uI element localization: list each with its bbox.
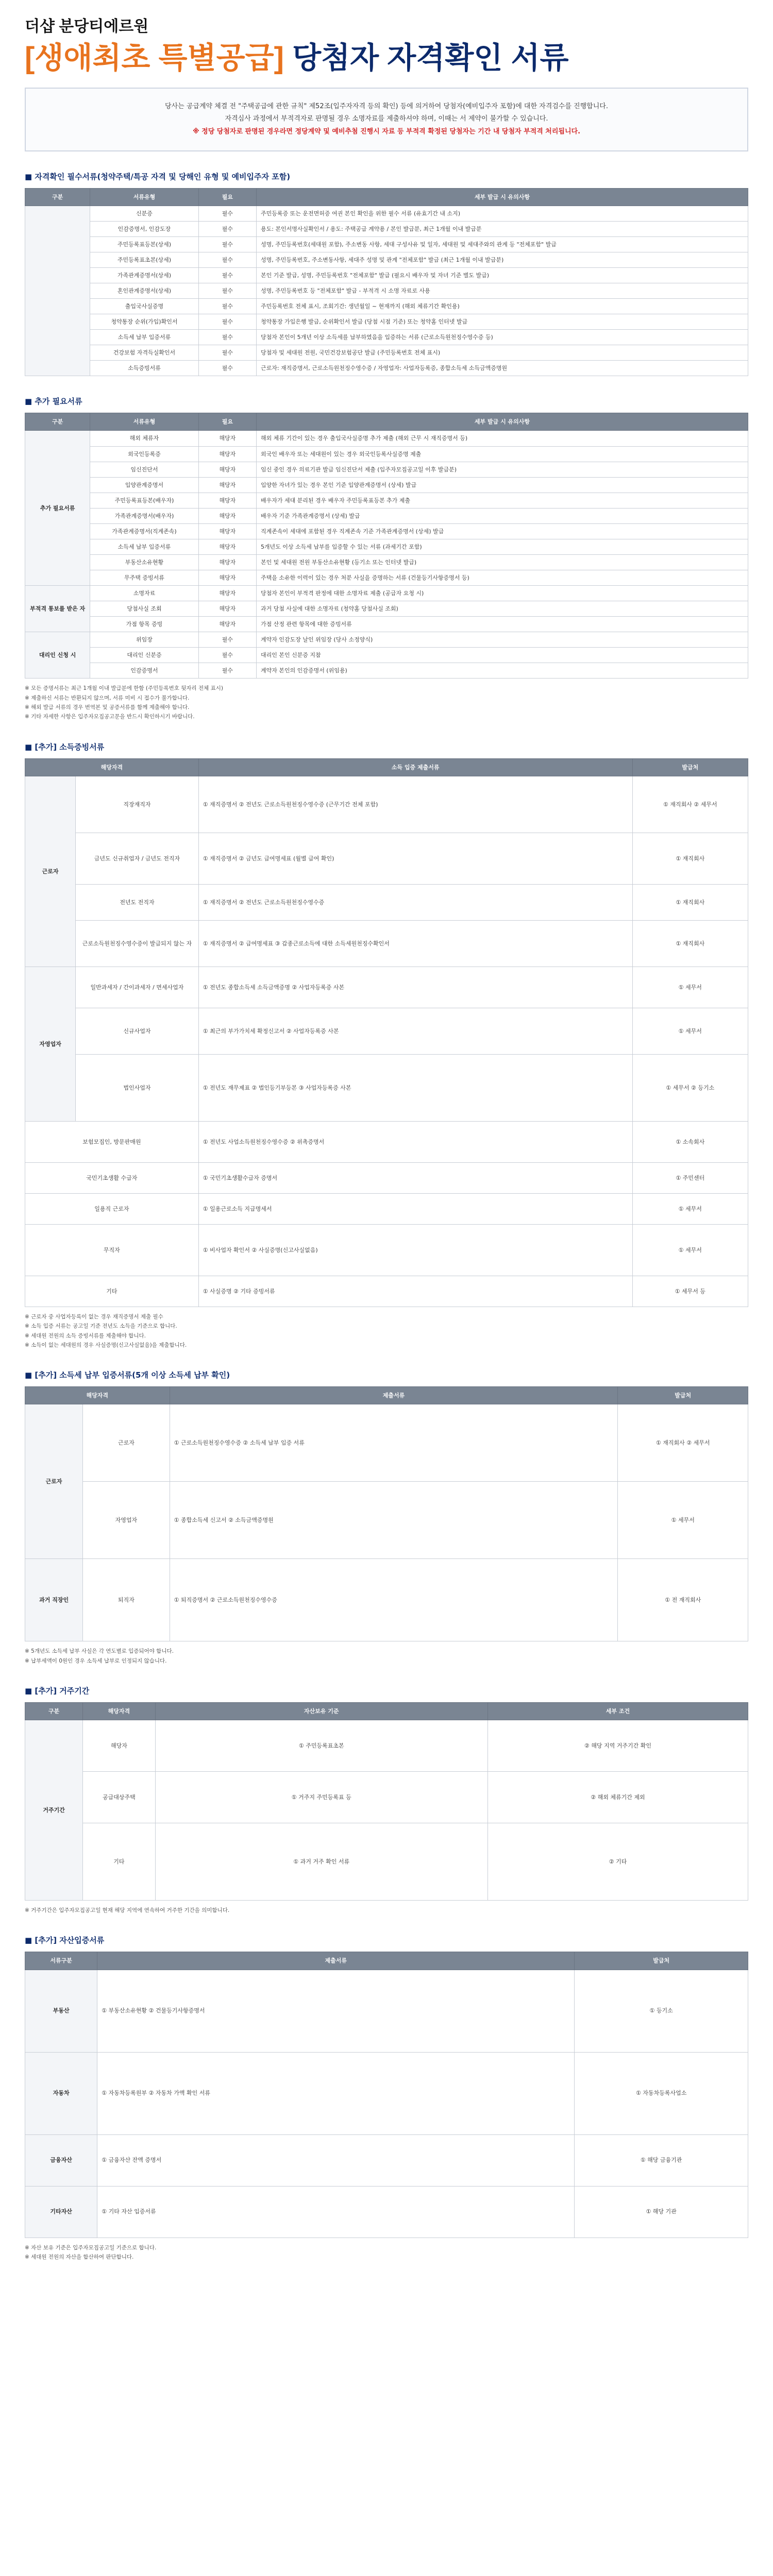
table-cell: ① 전년도 사업소득원천징수영수증 ② 위촉증명서 [198,1121,632,1162]
table-cell: ① 재직회사 ② 세무서 [632,776,748,833]
table-cell: 가족관계증명서(배우자) [90,508,198,523]
table-cell: 소명자료 [90,585,198,601]
table-cell: 필수 [198,330,256,345]
table-cell: ① 주민등록표초본 [155,1720,488,1772]
table-cell: ① 소속회사 [632,1121,748,1162]
table-header: 서류유형 [90,188,198,206]
intro-line: ※ 정당 당첨자로 판명된 경우라면 정당계약 및 예비추첨 진행시 자료 등 부적격 확정된 당첨자는 기간 내 당첨자 부적격 처리됩니다. [192,128,581,136]
table-header: 제출서류 [97,1952,575,1970]
table-row [25,539,748,554]
table-cell: ① 세무서 등 [632,1276,748,1307]
table-header: 발급처 [575,1952,748,1970]
table-cell: ① 전년도 종합소득세 소득금액증명 ② 사업자등록증 사본 [198,967,632,1008]
section-title: ■ [추가] 거주기간 [25,1686,90,1696]
table-header: 발급처 [618,1387,748,1404]
table-row [25,1054,748,1121]
tax-docs-table [25,1386,748,1641]
table-cell: 필수 [198,299,256,314]
table-row [25,663,748,679]
section-title: ■ [추가] 자산입증서류 [25,1936,105,1945]
section-notes [25,684,748,722]
note-line: ※ 해외 발급 서류의 경우 번역본 및 공증서류를 함께 제출해야 합니다. [25,704,190,710]
table-cell: ① 일용근로소득 지급명세서 [198,1193,632,1224]
table-row [25,477,748,493]
section-required-docs [0,171,773,377]
table-row [25,1482,748,1559]
table-header: 서류구분 [25,1952,97,1970]
table-cell: 과거 직장인 [25,1559,83,1641]
table-cell: 당첨자 본인이 5개년 이상 소득세를 납부하였음을 입증하는 서류 (근로소득원천징수영수증 등) [256,330,748,345]
table-cell: 과거 당첨 사실에 대한 소명자료 (청약홈 당첨사실 조회) [256,601,748,616]
table-header: 해당자격 [25,758,199,776]
table-header: 소득 입증 제출서류 [198,758,632,776]
table-cell: 해당자 [198,446,256,462]
table-cell: 신규사업자 [76,1008,199,1054]
table-row [25,206,748,221]
table-row [25,1559,748,1641]
section-notes [25,1647,748,1666]
note-line: ※ 제출하신 서류는 반환되지 않으며, 서류 미비 시 접수가 불가합니다. [25,694,190,701]
table-cell: ① 세무서 [632,1224,748,1276]
table-cell: 퇴직자 [83,1559,170,1641]
table-row [25,648,748,663]
table-cell: 필수 [198,663,256,679]
table-cell: 임신 중인 경우 의료기관 발급 임신진단서 제출 (입주자모집공고일 이후 발급분) [256,462,748,477]
table-cell: 국민기초생활 수급자 [25,1162,199,1193]
income-docs-table [25,758,748,1307]
table-header: 자산보유 기준 [155,1703,488,1720]
section-tax-docs [0,1369,773,1666]
table-cell: 필수 [198,314,256,330]
table-cell: ① 최근의 부가가치세 확정신고서 ② 사업자등록증 사본 [198,1008,632,1054]
table-cell: 대리인 신청 시 [25,632,90,679]
table-cell: 거주기간 [25,1720,83,1901]
table-row [25,1193,748,1224]
table-row [25,330,748,345]
table-cell: ① 세무서 ② 등기소 [632,1054,748,1121]
table-cell: ① 퇴직증명서 ② 근로소득원천징수영수증 [170,1559,618,1641]
table-cell: 계약자 인감도장 날인 위임장 (당사 소정양식) [256,632,748,648]
table-cell: 기타 [25,1276,199,1307]
table-cell: 법인사업자 [76,1054,199,1121]
table-row [25,2186,748,2238]
table-cell: ① 부동산소유현황 ② 건물등기사항증명서 [97,1970,575,2052]
table-cell: 당첨자 및 세대원 전원, 국민건강보험공단 발급 (주민등록번호 전체 표시) [256,345,748,361]
table-cell: 당첨사실 조회 [90,601,198,616]
note-line: ※ 모든 증명서류는 최근 1개월 이내 발급분에 한함 (주민등록번호 뒷자리 전체 표시) [25,685,223,692]
table-row [25,2134,748,2186]
table-cell: ① 재직회사 ② 세무서 [618,1404,748,1482]
table-row [25,833,748,884]
table-header: 필요 [198,188,256,206]
table-cell: ① 자동차등록원부 ② 자동차 가액 확인 서류 [97,2052,575,2134]
table-row [25,632,748,648]
table-row [25,1970,748,2052]
table-cell: 직계존속이 세대에 포함된 경우 직계존속 기준 가족관계증명서 (상세) 발급 [256,523,748,539]
table-cell: ① 전 재직회사 [618,1559,748,1641]
table-cell: ① 종합소득세 신고서 ② 소득금액증명원 [170,1482,618,1559]
table-row [25,920,748,967]
table-cell: 대리인 신분증 [90,648,198,663]
table-header: 서류유형 [90,413,198,431]
table-cell: 용도: 본인서명사실확인서 / 용도: 주택공급 계약용 / 본인 발급분, 최근 1개월 이내 발급분 [256,221,748,236]
table-cell: 해당자 [198,554,256,570]
section-notes [25,1312,748,1350]
table-cell: ① 국민기초생활수급자 증명서 [198,1162,632,1193]
table-row [25,554,748,570]
table-cell: ① 거주지 주민등록표 등 [155,1772,488,1823]
table-cell: 부동산소유현황 [90,554,198,570]
table-cell: 필수 [198,268,256,283]
section-asset-docs [0,1935,773,2262]
table-cell: 해외 체류자 [90,431,198,446]
table-cell: 추가 필요서류 [25,431,90,585]
table-cell: 해당자 [198,617,256,632]
table-cell: 근로자: 재직증명서, 근로소득원천징수영수증 / 자영업자: 사업자등록증, 종합소득세 소득금액증명원 [256,361,748,376]
table-header: 세부 조건 [488,1703,748,1720]
required-docs-table [25,188,748,377]
table-cell: 외국인등록증 [90,446,198,462]
table-cell: 근로자 [25,1404,83,1559]
table-row [25,268,748,283]
table-cell: ① 전년도 재무제표 ② 법인등기부등본 ③ 사업자등록증 사본 [198,1054,632,1121]
table-cell: 입양한 자녀가 있는 경우 본인 기준 입양관계증명서 (상세) 발급 [256,477,748,493]
table-cell: 해당자 [198,431,256,446]
table-header: 세부 발급 시 유의사항 [256,188,748,206]
table-row [25,1823,748,1901]
table-cell: 필수 [198,648,256,663]
table-cell: ② 기타 [488,1823,748,1901]
table-header: 제출서류 [170,1387,618,1404]
table-cell: 가족관계증명서(직계존속) [90,523,198,539]
table-cell: 외국인 배우자 또는 세대원이 있는 경우 외국인등록사실증명 제출 [256,446,748,462]
table-cell: ① 세무서 [632,1193,748,1224]
table-cell: 주민등록번호 전체 표시, 조회기간: 생년월일 ~ 현재까지 (해외 체류기간 확인용) [256,299,748,314]
table-cell: 인감증명서, 인감도장 [90,221,198,236]
table-cell: ① 사실증명 ② 기타 증빙서류 [198,1276,632,1307]
table-cell: 부동산 [25,1970,97,2052]
table-cell: ① 과거 거주 확인 서류 [155,1823,488,1901]
note-line: ※ 세대원 전원의 자산을 합산하여 판단합니다. [25,2253,134,2260]
table-cell: 해당자 [198,493,256,508]
table-cell: 필수 [198,283,256,299]
table-row [25,446,748,462]
note-line: ※ 세대원 전원의 소득 증빙서류를 제출해야 합니다. [25,1332,146,1339]
table-cell: 가점 산정 관련 항목에 대한 증빙서류 [256,617,748,632]
table-row [25,1276,748,1307]
table-cell: 입양관계증명서 [90,477,198,493]
table-cell: 해당자 [83,1720,155,1772]
note-line: ※ 거주기간은 입주자모집공고일 현재 해당 지역에 연속하여 거주한 기간을 의미합니다. [25,1907,230,1914]
table-cell: 무주택 증빙서류 [90,570,198,585]
table-row [25,523,748,539]
table-header: 구분 [25,1703,83,1720]
intro-line: 자격심사 과정에서 부적격자로 판명될 경우 소명자료를 제출하셔야 하며, 이때는 서 제약이 불가할 수 있습니다. [225,115,548,123]
table-cell: ① 세무서 [618,1482,748,1559]
table-cell: 해당자 [198,601,256,616]
table-cell: 해당자 [198,508,256,523]
table-cell: 해당자 [198,539,256,554]
title-suffix: 당첨자 자격확인 서류 [283,41,569,75]
note-line: ※ 납부세액이 0원인 경우 소득세 납부로 인정되지 않습니다. [25,1657,167,1664]
table-header: 필요 [198,413,256,431]
section-title: ■ 자격확인 필수서류(청약주택/특공 자격 및 당해인 유형 및 예비입주자 포함) [25,172,291,181]
table-cell: 필수 [198,221,256,236]
residence-table [25,1702,748,1901]
table-row [25,236,748,252]
table-cell: ① 세무서 [632,1008,748,1054]
asset-docs-table [25,1952,748,2238]
table-row [25,1008,748,1054]
table-cell: 당첨자 본인이 부적격 판정에 대한 소명자료 제출 (공급자 요청 시) [256,585,748,601]
section-income-docs [0,741,773,1350]
table-cell: 필수 [198,206,256,221]
table-cell: ① 비사업자 확인서 ② 사실증명(신고사실없음) [198,1224,632,1276]
table-row [25,601,748,616]
table-row [25,1224,748,1276]
table-cell: ① 세무서 [632,967,748,1008]
table-cell: 자영업자 [83,1482,170,1559]
table-cell: 필수 [198,361,256,376]
table-cell: 신분증 [90,206,198,221]
table-cell: 해당자 [198,570,256,585]
note-line: ※ 소득 입증 서류는 공고일 기준 전년도 소득을 기준으로 합니다. [25,1323,177,1330]
table-cell: ① 재직회사 [632,833,748,884]
table-cell: 혼인관계증명서(상세) [90,283,198,299]
table-row [25,493,748,508]
table-cell: 계약자 본인의 인감증명서 (위임용) [256,663,748,679]
table-cell: 청약통장 가입은행 발급, 순위확인서 발급 (당첨 시점 기준) 또는 청약홈 인터넷 발급 [256,314,748,330]
table-cell: 건강보험 자격득실확인서 [90,345,198,361]
table-cell: 본인 기준 발급, 성명, 주민등록번호 "전체포함" 발급 (필요시 배우자 및 자녀 기준 별도 발급) [256,268,748,283]
table-cell: 필수 [198,632,256,648]
table-row [25,508,748,523]
table-header: 해당자격 [83,1703,155,1720]
table-row [25,776,748,833]
table-row [25,570,748,585]
table-cell: 본인 및 세대원 전원 부동산소유현황 (등기소 또는 인터넷 발급) [256,554,748,570]
table-cell: 청약통장 순위(가입)확인서 [90,314,198,330]
table-header: 구분 [25,188,90,206]
table-row [25,1720,748,1772]
table-cell: 소득증빙서류 [90,361,198,376]
section-residence [0,1685,773,1915]
table-cell: 성명, 주민등록번호(세대원 포함), 주소변동 사항, 세대 구성사유 및 일자, 세대원 및 세대주와의 관계 등 "전체포함" 발급 [256,236,748,252]
table-cell: ① 자동차등록사업소 [575,2052,748,2134]
table-row [25,884,748,920]
table-cell: ① 재직증명서 ② 금년도 급여명세표 (월별 급여 확인) [198,833,632,884]
table-cell: 성명, 주민등록번호 등 "전체포함" 발급 - 부적격 시 소명 자료로 사용 [256,283,748,299]
table-cell: ① 등기소 [575,1970,748,2052]
table-cell: 배우자 기준 가족관계증명서 (상세) 발급 [256,508,748,523]
intro-box [25,88,748,151]
table-cell: ① 금융자산 잔액 증명서 [97,2134,575,2186]
section-title: ■ [추가] 소득증빙서류 [25,742,105,752]
table-cell: 필수 [198,345,256,361]
table-cell: 일용직 근로자 [25,1193,199,1224]
table-cell: 일반과세자 / 간이과세자 / 면세사업자 [76,967,199,1008]
table-cell: 가족관계증명서(상세) [90,268,198,283]
table-header: 세부 발급 시 유의사항 [256,413,748,431]
table-header: 해당자격 [25,1387,170,1404]
table-row [25,431,748,446]
table-row [25,585,748,601]
table-cell: 해외 체류 기간이 있는 경우 출입국사실증명 추가 제출 (해외 근무 시 재직증명서 등) [256,431,748,446]
table-cell: 주민등록표등본(상세) [90,236,198,252]
table-cell: 필수 [198,236,256,252]
note-line: ※ 기타 자세한 사항은 입주자모집공고문을 반드시 확인하시기 바랍니다. [25,714,195,720]
table-cell: 해당자 [198,477,256,493]
table-cell [25,206,90,376]
table-cell: ① 기타 자산 입증서류 [97,2186,575,2238]
table-row [25,462,748,477]
table-cell: 보험모집인, 방문판매원 [25,1121,199,1162]
table-cell: ① 재직회사 [632,920,748,967]
note-line: ※ 근로자 중 사업자등록이 없는 경우 재직증명서 제출 필수 [25,1313,163,1320]
intro-line: 당사는 공급계약 체결 전 "주택공급에 관한 규칙" 제52조(입주자자격 등의 확인) 등에 의거하여 당첨자(예비입주자 포함)에 대한 자격검수를 진행합니다. [165,102,608,110]
title-prefix: [생애최초 특별공급] [25,41,284,75]
note-line: ※ 5개년도 소득세 납부 사실은 각 연도별로 입증되어야 합니다. [25,1648,174,1655]
table-cell: 인감증명서 [90,663,198,679]
table-cell: ② 해외 체류기간 제외 [488,1772,748,1823]
additional-docs-table [25,413,748,679]
section-additional-docs [0,396,773,721]
table-cell: ① 재직증명서 ② 급여명세표 ③ 갑종근로소득에 대한 소득세원천징수확인서 [198,920,632,967]
page-title [25,40,748,76]
table-cell: ① 재직회사 [632,884,748,920]
table-row [25,2052,748,2134]
table-cell: 해당자 [198,585,256,601]
table-cell: ① 재직증명서 ② 전년도 근로소득원천징수영수증 (근무기간 전체 포함) [198,776,632,833]
table-cell: ① 주민센터 [632,1162,748,1193]
table-row [25,1162,748,1193]
table-row [25,314,748,330]
table-row [25,967,748,1008]
table-cell: 무직자 [25,1224,199,1276]
table-cell: 소득세 납부 입증서류 [90,330,198,345]
table-cell: 공급대상주택 [83,1772,155,1823]
table-cell: ② 해당 지역 거주기간 확인 [488,1720,748,1772]
table-cell: 주택을 소유한 이력이 있는 경우 처분 사실을 증명하는 서류 (건물등기사항증명서 등) [256,570,748,585]
table-row [25,252,748,268]
document-header [0,0,773,88]
table-cell: 배우자가 세대 분리된 경우 배우자 주민등록표등본 추가 제출 [256,493,748,508]
table-cell: ① 해당 금융기관 [575,2134,748,2186]
table-cell: 주민등록표초본(상세) [90,252,198,268]
table-cell: 출입국사실증명 [90,299,198,314]
table-cell: 주민등록증 또는 운전면허증 여권 본인 확인을 위한 필수 서류 (유효기간 내 소지) [256,206,748,221]
table-row [25,1404,748,1482]
table-row [25,361,748,376]
table-row [25,283,748,299]
table-cell: 주민등록표등본(배우자) [90,493,198,508]
table-cell: 근로자 [83,1404,170,1482]
table-cell: 필수 [198,252,256,268]
table-cell: 근로자 [25,776,76,967]
table-cell: 해당자 [198,523,256,539]
note-line: ※ 자산 보유 기준은 입주자모집공고일 기준으로 합니다. [25,2244,157,2251]
table-header: 발급처 [632,758,748,776]
table-cell: 위임장 [90,632,198,648]
table-cell: 근로소득원천징수영수증이 발급되지 않는 자 [76,920,199,967]
table-cell: 금융자산 [25,2134,97,2186]
table-row [25,617,748,632]
section-title: ■ 추가 필요서류 [25,397,82,406]
table-cell: 부적격 통보를 받은 자 [25,585,90,632]
brand-name: 더샵 분당티에르원 [25,18,149,35]
table-cell: 소득세 납부 입증서류 [90,539,198,554]
table-cell: 자영업자 [25,967,76,1121]
table-cell: 임신진단서 [90,462,198,477]
table-cell: 대리인 본인 신분증 지참 [256,648,748,663]
table-cell: 성명, 주민등록번호, 주소변동사항, 세대주 성명 및 관계 "전체포함" 발급 (최근 1개월 이내 발급분) [256,252,748,268]
section-notes [25,1906,748,1915]
table-row [25,221,748,236]
section-title: ■ [추가] 소득세 납부 입증서류(5개 이상 소득세 납부 확인) [25,1370,230,1380]
table-row [25,1772,748,1823]
table-cell: 기타자산 [25,2186,97,2238]
table-cell: 자동차 [25,2052,97,2134]
table-cell: 해당자 [198,462,256,477]
note-line: ※ 소득이 없는 세대원의 경우 사실증명(신고사실없음)을 제출합니다. [25,1342,187,1348]
table-cell: 가점 항목 증빙 [90,617,198,632]
table-cell: 금년도 신규취업자 / 금년도 전직자 [76,833,199,884]
table-cell: 5개년도 이상 소득세 납부를 입증할 수 있는 서류 (과세기간 포함) [256,539,748,554]
table-cell: 직장재직자 [76,776,199,833]
table-cell: ① 근로소득원천징수영수증 ② 소득세 납부 입증 서류 [170,1404,618,1482]
table-cell: 전년도 전직자 [76,884,199,920]
table-cell: ① 재직증명서 ② 전년도 근로소득원천징수영수증 [198,884,632,920]
table-cell: ① 해당 기관 [575,2186,748,2238]
table-row [25,1121,748,1162]
table-cell: 기타 [83,1823,155,1901]
table-row [25,299,748,314]
table-row [25,345,748,361]
section-notes [25,2243,748,2262]
table-header: 구분 [25,413,90,431]
